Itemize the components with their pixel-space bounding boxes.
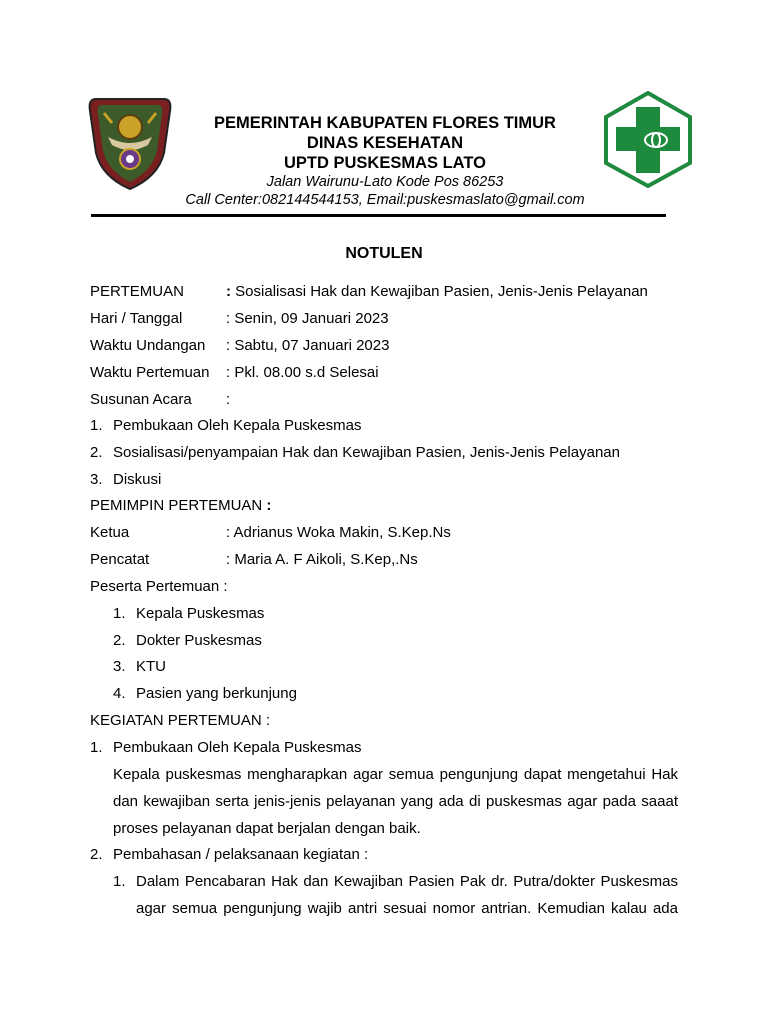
participant-number: 2. <box>113 632 126 649</box>
field-value-pertemuan: : Sosialisasi Hak dan Kewajiban Pasien, Jenis-Jenis Pelayanan <box>226 283 648 300</box>
field-value-susunan-acara: : <box>226 391 231 408</box>
header-divider <box>91 214 666 217</box>
header-line-2: DINAS KESEHATAN <box>306 134 464 152</box>
agenda-number: 1. <box>90 417 103 434</box>
agenda-item: Pembukaan Oleh Kepala Puskesmas <box>113 417 362 434</box>
sub-activity-number: 1. <box>113 873 126 890</box>
participant-number: 1. <box>113 605 126 622</box>
participants-heading: Peserta Pertemuan : <box>90 578 228 595</box>
activity-paragraph-line: Kepala puskesmas mengharapkan agar semua pengunjung dapat mengetahui Hak <box>113 766 678 783</box>
leader-value-ketua: : Adrianus Woka Makin, S.Kep.Ns <box>226 524 451 541</box>
sub-activity-line: agar semua pengunjung wajib antri sesuai nomor antrian. Kemudian kalau ada <box>136 900 678 917</box>
field-value-waktu-undangan: : Sabtu, 07 Januari 2023 <box>226 337 390 354</box>
regency-emblem-logo <box>86 93 174 191</box>
participant-number: 3. <box>113 658 126 675</box>
field-label-susunan-acara: Susunan Acara <box>90 391 192 408</box>
leader-label-pencatat: Pencatat <box>90 551 150 568</box>
puskesmas-logo <box>604 91 692 188</box>
participant-item: Pasien yang berkunjung <box>136 685 297 702</box>
field-value-hari-tanggal: : Senin, 09 Januari 2023 <box>226 310 389 327</box>
participant-item: Kepala Puskesmas <box>136 605 265 622</box>
leader-value-pencatat: : Maria A. F Aikoli, S.Kep,.Ns <box>226 551 418 568</box>
header-line-3: UPTD PUSKESMAS LATO <box>284 154 486 172</box>
sub-activity-line: Dalam Pencabaran Hak dan Kewajiban Pasien Pak dr. Putra/dokter Puskesmas <box>136 873 678 890</box>
activity-paragraph-line: proses pelayanan dapat berjalan dengan baik. <box>113 820 421 837</box>
activity-number: 1. <box>90 739 103 756</box>
document-title: NOTULEN <box>345 245 423 262</box>
leader-heading: PEMIMPIN PERTEMUAN : <box>90 497 272 514</box>
field-label-pertemuan: PERTEMUAN <box>90 283 184 300</box>
field-value-waktu-pertemuan: : Pkl. 08.00 s.d Selesai <box>226 364 379 381</box>
agenda-item: Sosialisasi/penyampaian Hak dan Kewajiban Pasien, Jenis-Jenis Pelayanan <box>113 444 620 461</box>
header-address: Jalan Wairunu-Lato Kode Pos 86253 <box>266 174 504 190</box>
participant-item: Dokter Puskesmas <box>136 632 262 649</box>
activity-title: Pembukaan Oleh Kepala Puskesmas <box>113 739 362 756</box>
activities-heading: KEGIATAN PERTEMUAN : <box>90 712 271 729</box>
leader-label-ketua: Ketua <box>90 524 130 541</box>
field-label-waktu-undangan: Waktu Undangan <box>90 337 206 354</box>
agenda-number: 3. <box>90 471 103 488</box>
participant-number: 4. <box>113 685 126 702</box>
activity-title: Pembahasan / pelaksanaan kegiatan : <box>113 846 369 863</box>
field-label-waktu-pertemuan: Waktu Pertemuan <box>90 364 210 381</box>
activity-number: 2. <box>90 846 103 863</box>
field-label-hari-tanggal: Hari / Tanggal <box>90 310 183 327</box>
header-line-1: PEMERINTAH KABUPATEN FLORES TIMUR <box>214 114 556 132</box>
header-contact: Call Center:082144544153, Email:puskesmaslato@gmail.com <box>185 192 585 208</box>
participant-item: KTU <box>136 658 166 675</box>
agenda-item: Diskusi <box>113 471 162 488</box>
activity-paragraph-line: dan kewajiban serta jenis-jenis pelayanan yang ada di puskesmas agar pada saaat <box>113 793 678 810</box>
agenda-number: 2. <box>90 444 103 461</box>
